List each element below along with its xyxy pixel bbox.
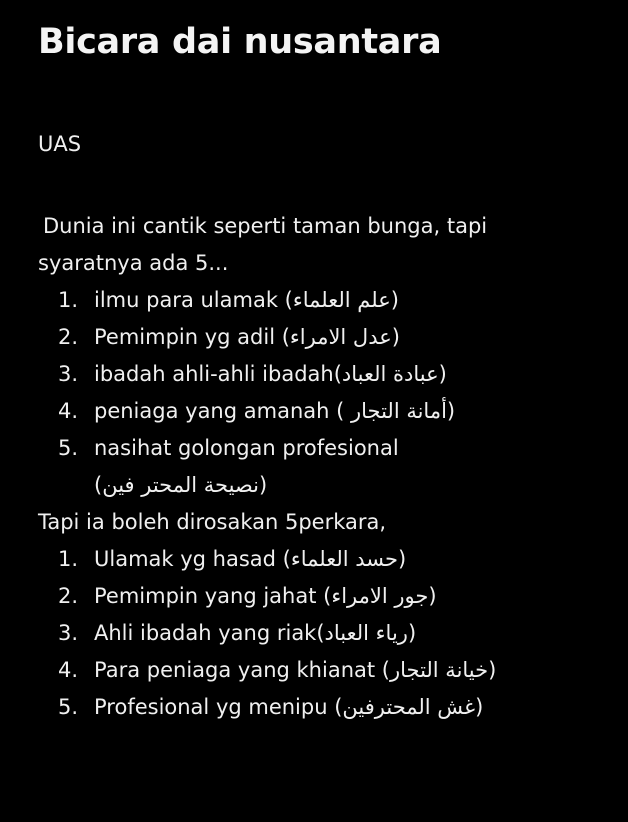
list-item-text: ibadah ahli-ahli ibadah(عبادة العباد) [94, 362, 447, 386]
destroyers-list [38, 541, 608, 726]
list-item [38, 356, 608, 393]
list-item [38, 652, 608, 689]
intro-line: syaratnya ada 5... [38, 251, 229, 275]
list-number: 5. [58, 695, 79, 719]
list-number: 2. [58, 325, 79, 349]
list-item [38, 541, 608, 578]
list-item [38, 319, 608, 356]
list-number: 3. [58, 621, 79, 645]
list-item-text: peniaga yang amanah ( أمانة التجار) [94, 399, 456, 423]
list-item-continuation: (نصيحة المحتر فين) [94, 473, 268, 497]
list-number: 1. [58, 547, 79, 571]
list-item-text: nasihat golongan profesional [94, 436, 399, 460]
list-item-text: Ulamak yg hasad (حسد العلماء) [94, 547, 407, 571]
list-number: 4. [58, 399, 79, 423]
list-number: 1. [58, 288, 79, 312]
list-item [38, 615, 608, 652]
list-item [38, 430, 608, 504]
conditions-list [38, 282, 608, 504]
note-body [38, 208, 608, 726]
list-item-text: Pemimpin yg adil (عدل الامراء) [94, 325, 400, 349]
intro-line: Dunia ini cantik seperti taman bunga, tapi [43, 214, 488, 238]
list-number: 3. [58, 362, 79, 386]
note-title: Bicara dai nusantara [38, 22, 442, 62]
note-subtitle: UAS [38, 132, 82, 156]
list-number: 4. [58, 658, 79, 682]
list-item-text: ilmu para ulamak (علم العلماء) [94, 288, 399, 312]
list-item-text: Pemimpin yang jahat (جور الامراء) [94, 584, 437, 608]
list-number: 5. [58, 436, 79, 460]
list-item [38, 282, 608, 319]
list-item [38, 689, 608, 726]
list-item-text: Ahli ibadah yang riak(رياء العباد) [94, 621, 417, 645]
list-item-text: Para peniaga yang khianat (خيانة التجار) [94, 658, 497, 682]
list-item-text: Profesional yg menipu (غش المحترفين) [94, 695, 484, 719]
list-item [38, 578, 608, 615]
list-item [38, 393, 608, 430]
transition-line: Tapi ia boleh dirosakan 5perkara, [38, 510, 387, 534]
list-number: 2. [58, 584, 79, 608]
